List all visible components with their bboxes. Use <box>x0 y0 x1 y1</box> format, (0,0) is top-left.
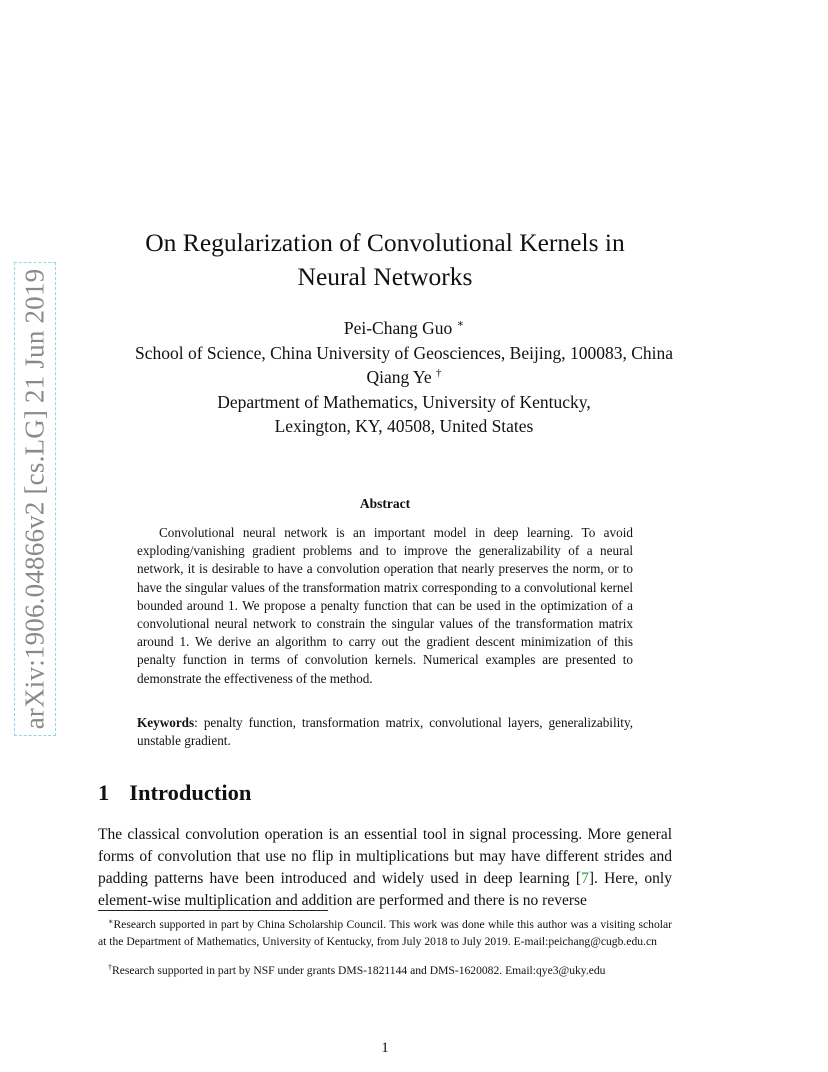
keywords-text: : penalty function, transformation matrix, convolutional layers, generalizability, unstable gradient. <box>137 715 633 749</box>
section-number: 1 <box>98 780 110 805</box>
footnote-1 <box>98 916 672 950</box>
author-2 <box>80 365 728 390</box>
section-heading-introduction <box>98 780 251 806</box>
footnote-1-mark: ∗ <box>108 917 114 926</box>
footnote-1-text: Research supported in part by China Scholarship Council. This work was done while this author was a visiting scholar at the Department of Mathematics, University of Kentucky, from July 2018 to July 2019. E-mail:peichang@cugb.edu.cn <box>98 918 672 948</box>
title-line-1: On Regularization of Convolutional Kernels in <box>145 228 625 257</box>
intro-text-2: . Here, only element-wise multiplication and addition are performed and there is no reverse <box>98 870 672 909</box>
citation-link[interactable]: [ 7 ] <box>576 870 594 887</box>
arxiv-watermark-box <box>14 262 56 736</box>
keywords-label: Keywords <box>137 715 195 730</box>
author-block <box>80 316 728 439</box>
footnote-2-text: Research supported in part by NSF under grants DMS-1821144 and DMS-1620082. Email:qye3@uky.edu <box>112 964 606 977</box>
abstract-text: Convolutional neural network is an important model in deep learning. To avoid exploding/vanishing gradient problems and to improve the generalizability of a neural network, it is desirable to have a convolution operation that nearly preserves the norm, or to have the singular values of the transformation matrix corresponding to a convolutional kernel bounded around 1. We propose a penalty function that can be used in the optimization of a convolutional neural network to constrain the singular values of the transformation matrix around 1. We derive an algorithm to carry out the gradient descent minimization of this penalty function in terms of convolution kernels. Numerical examples are presented to demonstrate the effectiveness of the method. <box>137 525 633 686</box>
section-title: Introduction <box>129 780 252 805</box>
page-number: 1 <box>381 1040 389 1056</box>
author-2-affiliation-line-2: Lexington, KY, 40508, United States <box>274 416 534 436</box>
author-2-name: Qiang Ye <box>366 367 432 387</box>
abstract-heading: Abstract <box>359 496 411 511</box>
footnote-2-mark: † <box>108 963 112 972</box>
author-1-footnote-mark: ∗ <box>456 318 465 330</box>
keywords <box>137 714 633 750</box>
author-1-affiliation: School of Science, China University of Geosciences, Beijing, 100083, China <box>134 342 674 363</box>
footnote-rule <box>98 910 328 911</box>
title-line-2: Neural Networks <box>297 262 473 291</box>
intro-text-1: The classical convolution operation is an essential tool in signal processing. More general forms of convolution that use no flip in multiplications but may have different strides and padding patterns have been introduced and widely used in deep learning <box>98 826 672 887</box>
arxiv-watermark: arXiv:1906.04866v2 [cs.LG] 21 Jun 2019 <box>19 268 50 730</box>
author-1 <box>80 316 728 341</box>
footnote-2 <box>98 962 672 979</box>
paper-title <box>100 226 670 294</box>
introduction-paragraph <box>98 824 672 912</box>
author-2-affiliation-line-1: Department of Mathematics, University of Kentucky, <box>217 391 591 412</box>
author-1-name: Pei-Chang Guo <box>343 318 453 338</box>
author-2-footnote-mark: † <box>436 367 442 379</box>
